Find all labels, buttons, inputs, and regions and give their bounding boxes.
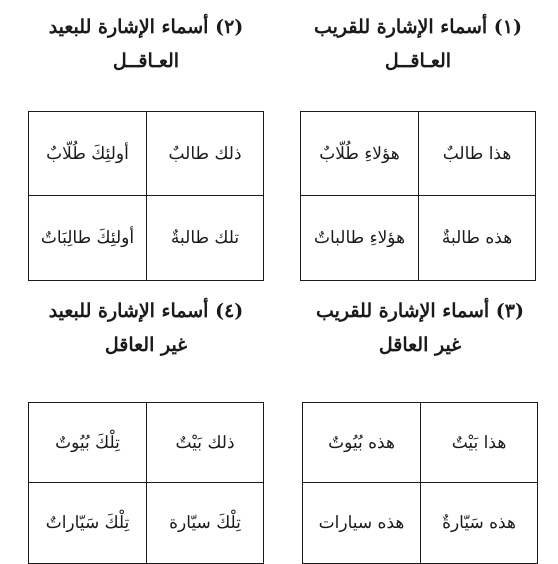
section-far-nonrational <box>28 298 264 564</box>
section-title: (٤) أسماء الإشارة للبعيد <box>48 300 244 322</box>
section-subtitle: العـاقــل <box>384 50 452 72</box>
table-cell: هذا بَيْتٌ <box>420 403 537 483</box>
table-cell: هذه سَيّارةٌ <box>420 483 537 563</box>
demonstratives-table <box>302 402 538 564</box>
table-cell: تِلْكَ سَيّاراتٌ <box>45 513 130 533</box>
section-near-nonrational <box>302 298 538 564</box>
demonstratives-table <box>300 111 536 281</box>
table-cell: هذه بُيُوتٌ <box>303 403 420 483</box>
table-cell: تِلْكَ بُيُوتٌ <box>29 403 146 483</box>
section-subtitle: العـاقــل <box>112 50 180 72</box>
table-cell: أولئِكَ طالِبَاتٌ <box>40 228 135 248</box>
section-far-rational <box>28 14 264 248</box>
table-cell: ذلك بَيْتٌ <box>146 403 263 483</box>
section-title: (٣) أسماء الإشارة للقريب <box>315 300 525 322</box>
table-cell: هؤلاءِ طُلّابٌ <box>301 112 418 196</box>
table-cell: تلك طالبةٌ <box>146 196 263 280</box>
section-near-rational <box>300 14 536 248</box>
table-cell: هذه طالبةٌ <box>418 196 535 280</box>
table-cell: ذلك طالبٌ <box>146 112 263 196</box>
demonstratives-table <box>28 111 264 281</box>
table-cell: هؤلاءِ طالباتٌ <box>313 228 406 248</box>
section-title: (١) أسماء الإشارة للقريب <box>313 16 523 38</box>
table-cell: هذه سيارات <box>318 513 405 533</box>
section-subtitle: غير العاقل <box>104 334 188 356</box>
table-cell: هذا طالبٌ <box>418 112 535 196</box>
table-cell: تِلْكَ سيّارة <box>146 483 263 563</box>
table-cell: أولئِكَ طُلّابٌ <box>29 112 146 196</box>
section-title: (٢) أسماء الإشارة للبعيد <box>48 16 244 38</box>
demonstratives-table <box>28 402 264 564</box>
section-subtitle: غير العاقل <box>378 334 462 356</box>
